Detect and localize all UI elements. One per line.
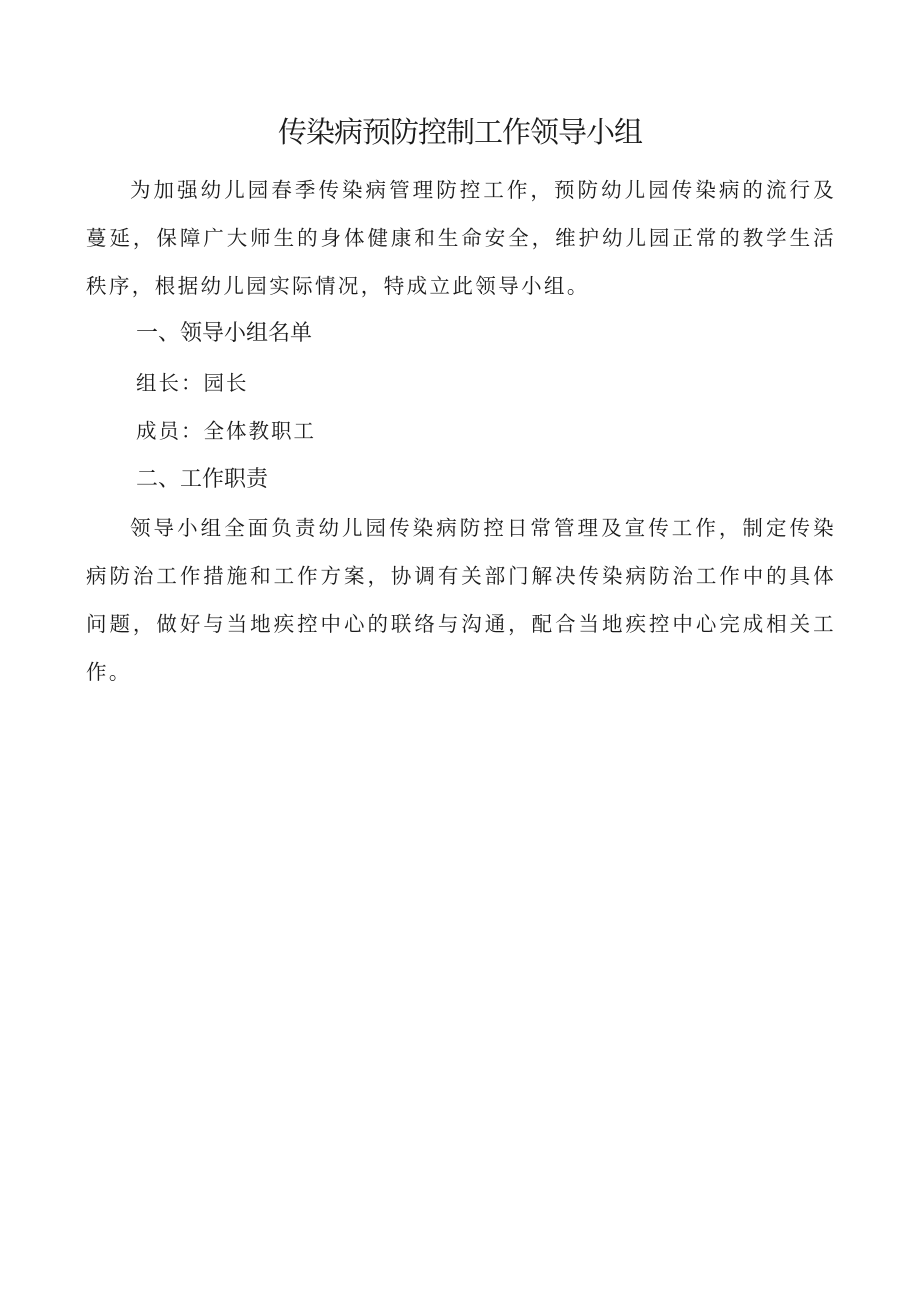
section-heading-responsibilities: 二、工作职责 (136, 467, 269, 492)
section-heading-leadership-list: 一、领导小组名单 (136, 321, 313, 346)
group-leader-line: 组长：园长 (136, 371, 249, 395)
responsibilities-paragraph: 领导小组全面负责幼儿园传染病防控日常管理及宣传工作，制定传染病防治工作措施和工作方案，协调有关部门解决传染病防治工作中的具体问题，做好与当地疾控中心的联络与沟通，配合当地疾控中心完成相关工作。 (86, 516, 836, 684)
group-members-line: 成员：全体教职工 (136, 419, 316, 443)
intro-paragraph: 为加强幼儿园春季传染病管理防控工作，预防幼儿园传染病的流行及蔓延，保障广大师生的身体健康和生命安全，维护幼儿园正常的教学生活秩序，根据幼儿园实际情况，特成立此领导小组。 (86, 178, 836, 298)
document-title: 传染病预防控制工作领导小组 (277, 115, 642, 149)
